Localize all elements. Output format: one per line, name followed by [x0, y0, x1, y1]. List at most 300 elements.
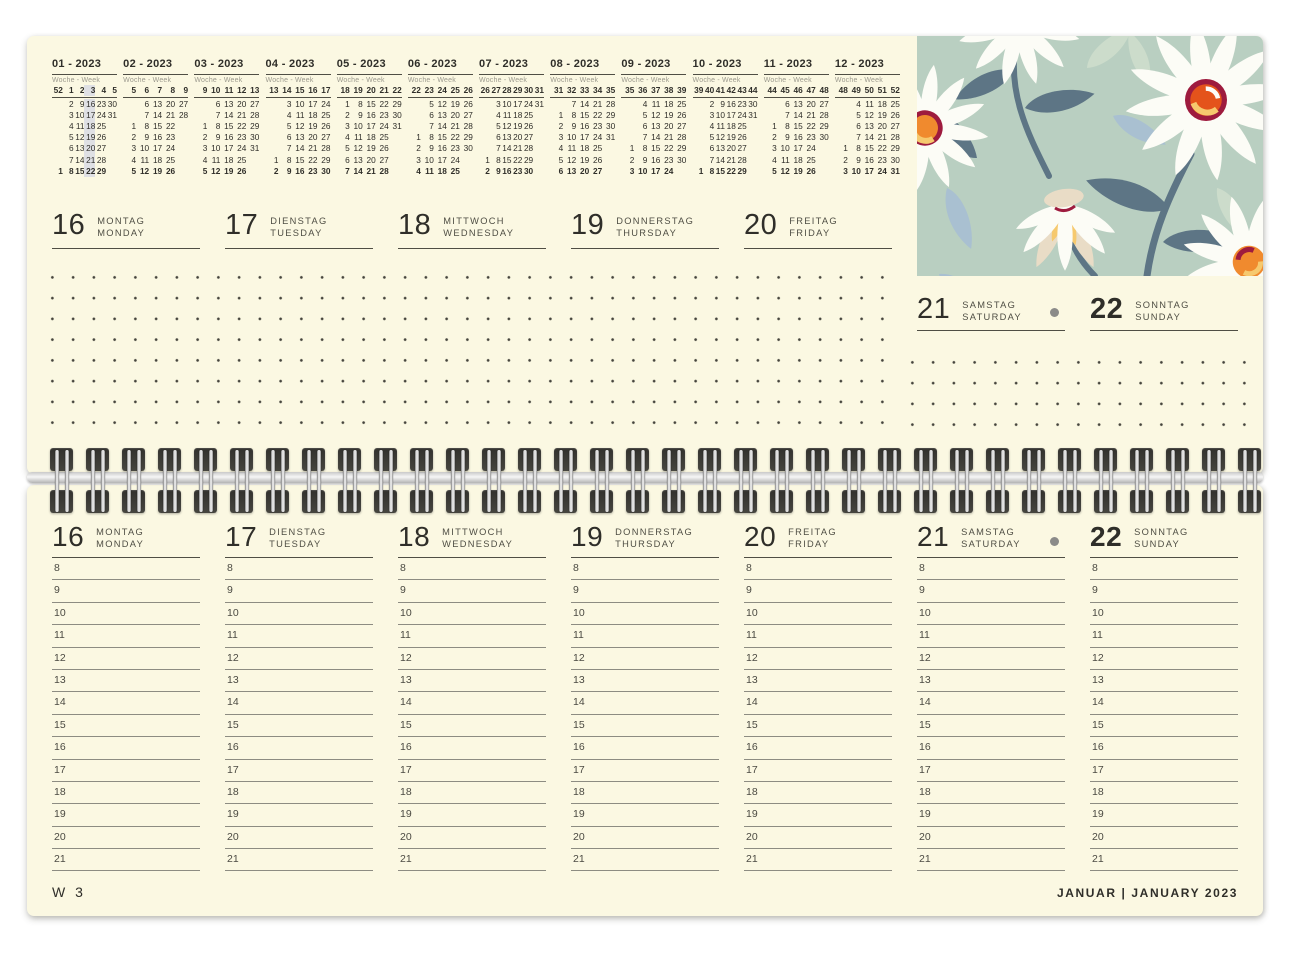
punch-hole-top	[842, 448, 865, 471]
date-cell: 18	[579, 143, 590, 154]
date-cell: 30	[890, 154, 900, 165]
date-cell: 17	[651, 165, 661, 176]
dates-row	[479, 99, 544, 110]
date-cell: 4	[69, 120, 74, 131]
punch-hole-bottom	[554, 490, 577, 513]
hour-row-15: 15	[744, 715, 892, 737]
dates-row	[835, 155, 900, 166]
day-name-en: SATURDAY	[962, 312, 1022, 323]
moon-phase-dot	[1050, 308, 1059, 317]
date-cell: 39	[694, 85, 704, 95]
day-number: 17	[225, 521, 258, 552]
date-cell: 6	[69, 143, 74, 154]
hour-row-17: 17	[571, 760, 719, 782]
date-cell: 13	[250, 85, 260, 95]
dates-row	[266, 110, 331, 121]
punch-hole-top	[806, 448, 829, 471]
hour-row-17: 17	[52, 760, 200, 782]
date-cell: 21	[86, 154, 96, 165]
hour-row-20: 20	[1090, 827, 1238, 849]
date-cell	[389, 155, 402, 166]
date-cell: 28	[178, 109, 189, 120]
day-name-label	[615, 518, 693, 557]
date-cell: 29	[250, 120, 260, 131]
date-cell: 8	[429, 132, 434, 143]
date-cell: 1	[131, 120, 137, 131]
wire-left	[1207, 450, 1211, 512]
dates-row	[408, 155, 473, 166]
day-number: 21	[917, 293, 951, 325]
punch-hole-bottom	[122, 490, 145, 513]
dates-row	[479, 132, 544, 143]
date-cell: 28	[523, 143, 534, 154]
date-cell: 26	[737, 132, 747, 143]
hour-row-19: 19	[571, 804, 719, 826]
binding-loop	[698, 446, 721, 516]
hour-row-11: 11	[917, 625, 1065, 647]
hour-row-19: 19	[917, 804, 1065, 826]
hour-row-12: 12	[917, 648, 1065, 670]
hour-row-11: 11	[744, 625, 892, 647]
hour-row-16: 16	[917, 737, 1065, 759]
hour-row-18: 18	[398, 782, 546, 804]
dates-row	[194, 143, 259, 154]
wire-left	[1243, 450, 1247, 512]
dates-row	[52, 143, 117, 154]
date-cell: 1	[843, 143, 848, 154]
date-cell: 4	[131, 154, 137, 165]
date-cell: 31	[534, 85, 544, 95]
date-cell: 18	[86, 120, 96, 131]
wire-right	[389, 450, 393, 512]
dates-row	[52, 121, 117, 132]
date-cell: 27	[890, 120, 900, 131]
day-name-label	[442, 518, 513, 557]
date-cell: 14	[353, 165, 363, 176]
date-cell: 30	[523, 85, 534, 95]
punch-hole-bottom	[806, 490, 829, 513]
day-name-de: SAMSTAG	[961, 527, 1016, 537]
mini-calendar-02	[123, 58, 188, 177]
mini-calendar-08	[550, 58, 615, 177]
punch-hole-top	[770, 448, 793, 471]
date-cell: 9	[358, 109, 363, 120]
punch-hole-top	[734, 448, 757, 471]
date-cell	[693, 143, 704, 154]
date-cell: 27	[819, 98, 829, 109]
date-cell: 18	[152, 154, 163, 165]
day-name-en: TUESDAY	[269, 539, 322, 550]
dates-row	[693, 110, 758, 121]
dates-row	[266, 99, 331, 110]
date-cell: 9	[429, 143, 434, 154]
date-cell: 15	[793, 120, 803, 131]
dates-row	[337, 121, 402, 132]
date-cell: 20	[579, 165, 590, 176]
date-cell: 8	[642, 143, 648, 154]
binding-loop	[158, 446, 181, 516]
punch-hole-top	[302, 448, 325, 471]
date-cell: 27	[96, 143, 107, 154]
date-cell: 14	[282, 85, 292, 95]
wire-right	[353, 450, 357, 512]
date-cell: 20	[165, 98, 176, 109]
rule	[693, 74, 758, 75]
date-cell	[106, 121, 117, 132]
punch-hole-bottom	[1058, 490, 1081, 513]
hour-row-19: 19	[225, 804, 373, 826]
mini-calendar-05	[337, 58, 402, 177]
punch-hole-bottom	[914, 490, 937, 513]
binding-loop	[1202, 446, 1225, 516]
date-cell: 15	[579, 109, 590, 120]
hour-row-15: 15	[398, 715, 546, 737]
date-cell	[533, 143, 544, 154]
hour-row-12: 12	[1090, 648, 1238, 670]
date-cell: 6	[558, 165, 564, 176]
day-name-de: DONNERSTAG	[616, 216, 695, 226]
date-cell: 12	[237, 85, 247, 95]
dates-row	[337, 166, 402, 177]
date-cell: 52	[53, 85, 63, 95]
wire-left	[559, 450, 563, 512]
date-cell: 3	[84, 85, 95, 96]
dates-row	[621, 143, 686, 154]
date-cell: 22	[379, 98, 389, 109]
date-cell: 12	[437, 98, 447, 109]
week-numbers-row	[194, 85, 259, 96]
rule	[764, 74, 829, 75]
date-cell	[106, 166, 117, 177]
wire-left	[595, 450, 599, 512]
day-header-22	[1090, 518, 1238, 558]
date-cell	[602, 155, 615, 166]
date-cell: 29	[605, 109, 616, 120]
binding-loop	[482, 446, 505, 516]
date-cell: 5	[69, 132, 74, 143]
date-cell: 12	[566, 154, 577, 165]
punch-hole-top	[626, 448, 649, 471]
hour-row-12: 12	[398, 648, 546, 670]
date-cell: 10	[502, 98, 512, 109]
date-cell: 16	[437, 143, 447, 154]
hour-row-18: 18	[225, 782, 373, 804]
day-name-de: DIENSTAG	[269, 527, 327, 537]
punch-hole-bottom	[446, 490, 469, 513]
rule	[693, 97, 758, 98]
dates-row	[266, 155, 331, 166]
date-cell: 41	[715, 85, 726, 95]
date-cell: 19	[450, 98, 460, 109]
date-cell: 15	[366, 98, 376, 109]
day-name-en: WEDNESDAY	[442, 539, 514, 550]
date-cell: 2	[629, 154, 635, 165]
binding-loop	[1130, 446, 1153, 516]
week-numbers-row	[693, 85, 758, 96]
date-cell: 21	[379, 85, 389, 95]
date-cell: 22	[411, 85, 421, 95]
date-cell: 14	[864, 132, 874, 143]
hour-rows	[744, 558, 892, 871]
date-cell: 36	[638, 85, 648, 95]
date-cell	[194, 110, 207, 121]
date-cell: 2	[485, 165, 490, 176]
date-cell: 28	[605, 98, 616, 109]
week-week-label: Woche - Week	[550, 77, 599, 84]
hour-row-19: 19	[744, 804, 892, 826]
dates-row	[835, 166, 900, 177]
date-cell: 9	[642, 154, 648, 165]
hour-row-10: 10	[225, 603, 373, 625]
hour-row-21: 21	[52, 849, 200, 871]
date-cell: 3	[772, 143, 777, 154]
date-cell: 4	[709, 120, 715, 131]
date-cell: 37	[651, 85, 661, 95]
date-cell	[747, 143, 758, 154]
day-name-label	[788, 518, 837, 557]
date-cell: 16	[295, 165, 305, 176]
date-cell: 2	[131, 132, 137, 143]
binding-loop	[806, 446, 829, 516]
date-cell: 1	[416, 132, 421, 143]
date-cell: 4	[496, 109, 501, 120]
day-header-19	[571, 518, 719, 558]
date-cell	[389, 166, 402, 177]
wire-left	[199, 450, 203, 512]
punch-hole-bottom	[1022, 490, 1045, 513]
date-cell: 7	[286, 143, 292, 154]
hour-row-21: 21	[744, 849, 892, 871]
hour-row-18: 18	[52, 782, 200, 804]
hour-row-18: 18	[744, 782, 892, 804]
wire-left	[55, 450, 59, 512]
dates-row	[123, 143, 188, 154]
date-cell: 23	[96, 98, 107, 109]
dates-row	[408, 166, 473, 177]
date-cell: 23	[513, 165, 523, 176]
wire-left	[451, 450, 455, 512]
date-cell: 12	[353, 143, 363, 154]
date-cell	[266, 99, 279, 110]
date-cell: 1	[345, 98, 350, 109]
dates-row	[835, 110, 900, 121]
wire-right	[857, 450, 861, 512]
punch-hole-top	[410, 448, 433, 471]
punch-hole-bottom	[698, 490, 721, 513]
date-cell: 6	[709, 143, 715, 154]
day-name-label	[270, 204, 327, 248]
date-cell: 20	[366, 154, 376, 165]
punch-hole-bottom	[950, 490, 973, 513]
wire-left	[1171, 450, 1175, 512]
date-cell: 2	[79, 85, 85, 95]
date-cell: 17	[513, 98, 523, 109]
date-cell	[175, 132, 188, 143]
schedule-column-19	[571, 518, 719, 871]
date-cell	[123, 110, 136, 121]
punch-hole-bottom	[194, 490, 217, 513]
date-cell: 20	[877, 120, 887, 131]
date-cell: 27	[463, 109, 473, 120]
date-cell: 7	[785, 109, 790, 120]
date-cell: 9	[286, 165, 292, 176]
mini-calendar-title: 01 - 2023	[52, 58, 102, 70]
day-name-de: MONTAG	[96, 527, 145, 537]
date-cell: 47	[806, 85, 816, 95]
punch-hole-bottom	[86, 490, 109, 513]
punch-hole-bottom	[1238, 490, 1261, 513]
binding-loop	[554, 446, 577, 516]
punch-hole-bottom	[1202, 490, 1225, 513]
day-header-18	[398, 518, 546, 558]
date-cell	[106, 132, 117, 143]
hour-row-11: 11	[52, 625, 200, 647]
date-cell: 22	[592, 109, 603, 120]
date-cell	[52, 99, 63, 110]
date-cell	[479, 143, 490, 154]
binding-loop	[194, 446, 217, 516]
date-cell: 14	[793, 109, 803, 120]
dates-row	[693, 99, 758, 110]
hour-row-13: 13	[52, 670, 200, 692]
date-cell: 9	[215, 132, 221, 143]
date-cell: 31	[392, 120, 402, 131]
hour-row-10: 10	[744, 603, 892, 625]
hour-row-18: 18	[571, 782, 719, 804]
week-numbers-row	[52, 85, 117, 96]
hour-row-11: 11	[571, 625, 719, 647]
date-cell: 13	[651, 120, 661, 131]
wire-right	[1037, 450, 1041, 512]
date-cell: 25	[379, 132, 389, 143]
date-cell: 27	[178, 98, 189, 109]
date-cell: 9	[720, 98, 726, 109]
hour-row-14: 14	[917, 692, 1065, 714]
date-cell: 6	[496, 132, 501, 143]
date-cell: 24	[450, 154, 460, 165]
wire-left	[703, 450, 707, 512]
date-cell: 13	[152, 98, 163, 109]
week-week-label: Woche - Week	[52, 77, 101, 84]
date-cell: 8	[358, 98, 363, 109]
date-cell: 26	[480, 85, 490, 95]
week-week-label: Woche - Week	[763, 77, 812, 84]
date-cell: 10	[139, 143, 150, 154]
mini-calendar-04	[266, 58, 331, 177]
date-cell: 23	[237, 132, 247, 143]
date-cell	[693, 132, 704, 143]
date-cell: 28	[250, 109, 260, 120]
date-cell: 13	[864, 120, 874, 131]
date-cell: 21	[308, 143, 318, 154]
date-cell: 22	[726, 165, 736, 176]
date-cell: 27	[592, 165, 603, 176]
hour-row-9: 9	[917, 580, 1065, 602]
date-cell: 3	[496, 98, 501, 109]
date-cell: 4	[642, 98, 648, 109]
wire-left	[631, 450, 635, 512]
date-cell: 4	[101, 85, 107, 95]
wire-left	[667, 450, 671, 512]
date-cell: 9	[202, 85, 208, 95]
date-cell	[175, 143, 188, 154]
date-cell: 34	[592, 85, 603, 95]
punch-hole-bottom	[518, 490, 541, 513]
dates-row	[408, 143, 473, 154]
punch-hole-bottom	[410, 490, 433, 513]
day-header-20	[744, 204, 892, 249]
wire-right	[713, 450, 717, 512]
mini-calendar-title: 02 - 2023	[123, 58, 173, 70]
date-cell: 6	[429, 109, 434, 120]
date-cell: 9	[183, 85, 189, 95]
punch-hole-top	[446, 448, 469, 471]
dates-row	[479, 166, 544, 177]
date-cell	[479, 99, 490, 110]
date-cell: 18	[437, 165, 447, 176]
date-cell: 30	[463, 143, 473, 154]
week-numbers-row	[621, 85, 686, 96]
date-cell: 19	[224, 165, 234, 176]
date-cell	[389, 143, 402, 154]
date-cell: 10	[211, 143, 221, 154]
date-cell: 6	[642, 120, 648, 131]
date-cell: 20	[726, 143, 736, 154]
binding-loop	[734, 446, 757, 516]
date-cell	[479, 132, 490, 143]
date-cell: 21	[726, 154, 736, 165]
punch-hole-bottom	[338, 490, 361, 513]
hour-row-16: 16	[225, 737, 373, 759]
date-cell: 23	[664, 154, 674, 165]
date-cell: 14	[715, 154, 726, 165]
wire-right	[677, 450, 681, 512]
date-cell: 20	[450, 109, 460, 120]
date-cell: 16	[502, 165, 512, 176]
punch-hole-top	[158, 448, 181, 471]
day-number: 19	[571, 209, 605, 241]
rule	[550, 74, 615, 75]
date-cell: 51	[877, 85, 887, 95]
dates-row	[550, 166, 615, 177]
day-name-label	[961, 518, 1021, 557]
date-cell	[621, 132, 634, 143]
dates-row	[194, 132, 259, 143]
wire-left	[991, 450, 995, 512]
dates-row	[194, 99, 259, 110]
day-number: 21	[917, 521, 950, 552]
date-cell: 20	[366, 85, 376, 95]
punch-hole-top	[122, 448, 145, 471]
date-cell: 2	[273, 165, 279, 176]
top-weekday-headers	[52, 204, 892, 249]
date-cell: 21	[237, 109, 247, 120]
date-cell: 17	[308, 98, 318, 109]
date-cell: 17	[793, 143, 803, 154]
date-cell	[621, 121, 634, 132]
date-cell: 27	[379, 154, 389, 165]
date-cell: 2	[202, 132, 208, 143]
wire-right	[497, 450, 501, 512]
date-cell: 17	[224, 143, 234, 154]
wire-right	[785, 450, 789, 512]
date-cell: 21	[450, 120, 460, 131]
date-cell: 1	[273, 154, 279, 165]
wire-right	[893, 450, 897, 512]
punch-hole-bottom	[302, 490, 325, 513]
day-name-label	[789, 204, 838, 248]
binding-loop	[662, 446, 685, 516]
